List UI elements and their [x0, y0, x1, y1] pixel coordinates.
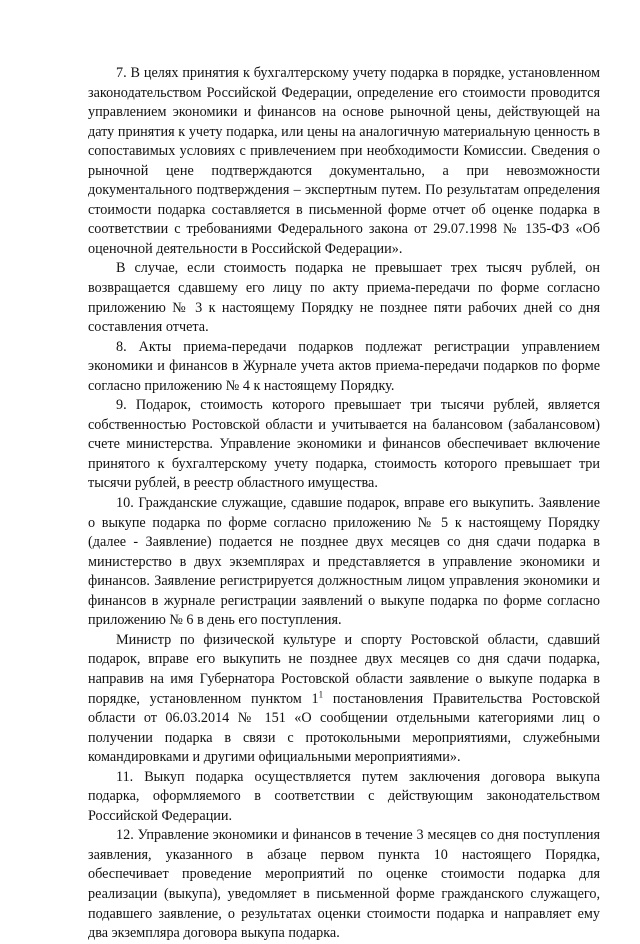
- paragraph-item-10-minister: [88, 631, 600, 768]
- paragraph-item-10: 10. Гражданские служащие, сдавшие подарок, вправе его выкупить. Заявление о выкупе подарка по форме согласно приложению № 5 к настоящему Порядку (далее - Заявление) подается не позднее двух месяцев со дня сдачи подарка в министерство в двух экземплярах и представляется в управление экономики и финансов. Заявление регистрируется должностным лицом управления экономики и финансов в журнале регистрации заявлений о выкупе подарка по форме согласно приложению № 6 в день его поступления.: [88, 495, 600, 629]
- superscript-marker: 1: [318, 688, 324, 699]
- paragraph-item-7: 7. В целях принятия к бухгалтерскому учету подарка в порядке, установленном законодательством Российской Федерации, определение его стоимости проводится управлением экономики и финансов на основе рыночной цены, действующей на дату принятия к учету подарка, или цены на аналогичную материальную ценность в сопоставимых условиях с привлечением при необходимости Комиссии. Сведения о рыночной цене подтверждаются документально, а при невозможности документального подтверждения – экспертным путем. По результатам определения стоимости подарка составляется в письменной форме отчет об оценке подарка в соответствии с требованиями Федерального закона от 29.07.1998 № 135-ФЗ «Об оценочной деятельности в Российской Федерации».: [88, 65, 600, 257]
- paragraph-item-12: 12. Управление экономики и финансов в течение 3 месяцев со дня поступления заявления, указанного в абзаце первом пункта 10 настоящего Порядка, обеспечивает проведение мероприятий по оценке стоимости подарка для реализации (выкупа), уведомляет в письменной форме гражданского служащего, подавшего заявление, о результатах оценки стоимости подарка и направляет ему два экземпляра договора выкупа подарка.: [88, 827, 600, 942]
- paragraph-item-9: 9. Подарок, стоимость которого превышает три тысячи рублей, является собственностью Ростовской области и учитывается на балансовом (забалансовом) счете министерства. Управление экономики и финансов обеспечивает включение принятого к бухгалтерскому учету подарка, стоимость которого превышает три тысячи рублей, в реестр областного имущества.: [88, 397, 600, 492]
- document-page: [88, 64, 600, 944]
- paragraph-item-11: 11. Выкуп подарка осуществляется путем заключения договора выкупа подарка, оформляемого в соответствии с действующим законодательством Российской Федерации.: [88, 768, 600, 824]
- paragraph-item-7-return: В случае, если стоимость подарка не превышает трех тысяч рублей, он возвращается сдавшему его лицу по акту приема-передачи по форме согласно приложению № 3 к настоящему Порядку не позднее пяти рабочих дней со дня составления отчета.: [88, 260, 600, 336]
- paragraph-text-before-superscript: Министр по физической культуре и спорту Ростовской области, сдавший подарок, вправе его выкупить не позднее двух месяцев со дня сдачи подарка, направив на имя Губернатора Ростовской области заявление о выкупе подарка в порядке, установленном пунктом 1: [88, 631, 600, 707]
- paragraph-text-after-superscript: постановления Правительства Ростовской области от 06.03.2014 № 151 «О сообщении отдельными категориями лиц о получении подарка в связи с протокольными мероприятиями, служебными командировками и другими официальными мероприятиями».: [88, 690, 600, 766]
- paragraph-item-8: 8. Акты приема-передачи подарков подлежат регистрации управлением экономики и финансов в Журнале учета актов приема-передачи подарков по форме согласно приложению № 4 к настоящему Порядку.: [88, 338, 600, 394]
